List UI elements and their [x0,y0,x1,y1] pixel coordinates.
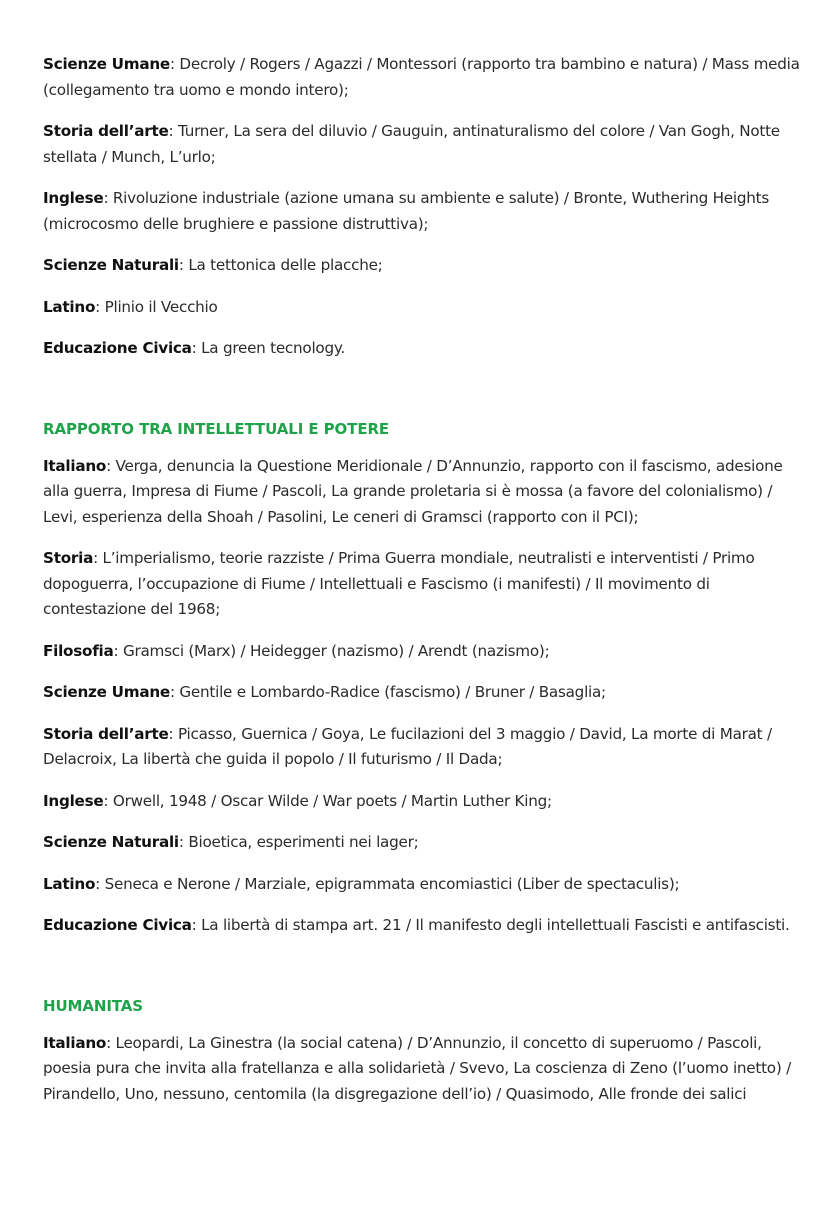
entry-text: : Rivoluzione industriale (azione umana su ambiente e salute) / Bronte, Wuthering Heights (microcosmo delle brughiere e passione distruttiva); [43,189,770,233]
entry-text: : Plinio il Vecchio [95,297,218,316]
entry-inglese [43,186,803,237]
entry-text: : Gentile e Lombardo-Radice (fascismo) / Bruner / Basaglia; [169,683,606,701]
entry-subject: Inglese [43,189,104,207]
document-page [43,52,803,1123]
entry-subject: Scienze Naturali [43,256,179,274]
entry-text: : La tettonica delle placche; [178,256,383,274]
section-title: RAPPORTO TRA INTELLETTUALI E POTERE [43,419,390,438]
entry-scienze-umane [43,52,803,103]
entry-latino [43,295,803,321]
entry-subject: Italiano [43,456,107,475]
entry-subject: Latino [43,874,96,893]
entry-text: : Seneca e Nerone / Marziale, epigrammata encomiastici (Liber de spectaculis); [95,874,680,893]
entry-inglese [43,789,803,815]
entry-text: : La green tecnology. [191,339,346,357]
entry-italiano [43,1031,803,1108]
entry-filosofia [43,639,803,665]
entry-text: : Leopardi, La Ginestra (la social catena) / D’Annunzio, il concetto di superuomo / Pascoli, poesia pura che invita alla fratellanza e alla solidarietà / Svevo, La coscienza di Zeno (l’uomo inetto) / Pirandello, Uno, nessuno, centomila (la disgregazione dell’io) / Quasimodo, Alle fronde dei salici [43,1033,791,1103]
entry-subject: Italiano [43,1033,107,1052]
entry-scienze-umane [43,680,803,706]
entry-subject: Scienze Naturali [43,833,179,851]
entry-text: : Orwell, 1948 / Oscar Wilde / War poets / Martin Luther King; [103,791,552,810]
entry-storia [43,546,803,623]
section-intellettuali-potere [43,418,803,939]
entry-latino [43,872,803,898]
entry-subject: Educazione Civica [43,916,192,934]
entry-text: : Picasso, Guernica / Goya, Le fucilazioni del 3 maggio / David, La morte di Marat / Delacroix, La libertà che guida il popolo / Il futurismo / Il Dada; [43,724,772,768]
section-environment [43,52,803,362]
entry-text: : La libertà di stampa art. 21 / Il manifesto degli intellettuali Fascisti e antifascisti. [191,916,790,934]
entry-subject: Scienze Umane [43,55,170,73]
entry-subject: Scienze Umane [43,683,170,701]
entry-subject: Filosofia [43,641,114,660]
entry-text: : Decroly / Rogers / Agazzi / Montessori (rapporto tra bambino e natura) / Mass media (collegamento tra uomo e mondo intero); [43,55,800,99]
entry-text: : Bioetica, esperimenti nei lager; [178,833,419,851]
entry-storia-arte [43,119,803,170]
entry-text: : Gramsci (Marx) / Heidegger (nazismo) / Arendt (nazismo); [113,641,550,660]
entry-storia-arte [43,722,803,773]
entry-subject: Latino [43,297,96,316]
entry-scienze-naturali [43,253,803,279]
entry-text: : Turner, La sera del diluvio / Gauguin, antinaturalismo del colore / Van Gogh, Notte stellata / Munch, L’urlo; [43,122,780,166]
entry-subject: Storia dell’arte [43,724,169,743]
entry-subject: Storia [43,549,94,567]
entry-subject: Inglese [43,791,104,810]
entry-subject: Educazione Civica [43,339,192,357]
entry-subject: Storia dell’arte [43,122,169,140]
entry-text: : L’imperialismo, teorie razziste / Prima Guerra mondiale, neutralisti e interventisti / Primo dopoguerra, l’occupazione di Fiume / Intellettuali e Fascismo (i manifesti) / Il movimento di contestazione del 1968; [43,549,755,618]
section-humanitas [43,995,803,1108]
section-title: HUMANITAS [43,996,143,1015]
entry-educazione-civica [43,336,803,362]
entry-scienze-naturali [43,830,803,856]
entry-italiano [43,454,803,531]
entry-text: : Verga, denuncia la Questione Meridionale / D’Annunzio, rapporto con il fascismo, adesione alla guerra, Impresa di Fiume / Pascoli, La grande proletaria si è mossa (a favore del colonialismo) / Levi, esperienza della Shoah / Pasolini, Le ceneri di Gramsci (rapporto con il PCI); [43,456,783,526]
entry-educazione-civica [43,913,803,939]
